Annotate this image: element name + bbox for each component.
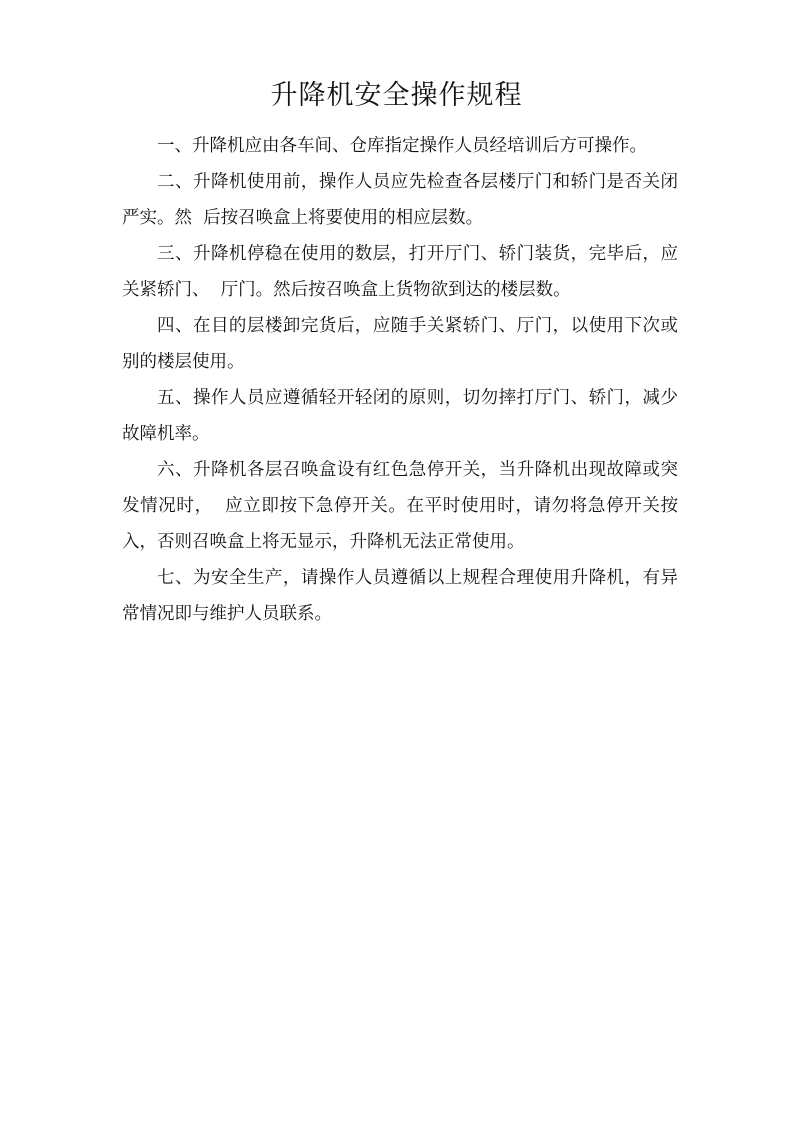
rule-paragraph-4: 四、在目的层楼卸完货后，应随手关紧轿门、厅门，以使用下次或别的楼层使用。 bbox=[122, 316, 678, 372]
rule-paragraph-2: 二、升降机使用前，操作人员应先检查各层楼厅门和轿门是否关闭严实。然 后按召唤盒上将要使用的相应层数。 bbox=[122, 172, 678, 228]
document-body bbox=[122, 128, 678, 632]
rule-paragraph-5: 五、操作人员应遵循轻开轻闭的原则，切勿摔打厅门、轿门，减少故障机率。 bbox=[122, 388, 678, 444]
document-title: 升降机安全操作规程 bbox=[270, 80, 523, 111]
rule-paragraph-7: 七、为安全生产，请操作人员遵循以上规程合理使用升降机，有异常情况即与维护人员联系。 bbox=[122, 568, 678, 624]
rule-paragraph-1: 一、升降机应由各车间、仓库指定操作人员经培训后方可操作。 bbox=[157, 136, 647, 156]
rule-paragraph-3: 三、升降机停稳在使用的数层，打开厅门、轿门装货，完毕后，应关紧轿门、 厅门。然后按召唤盒上货物欲到达的楼层数。 bbox=[122, 244, 678, 300]
rule-paragraph-6: 六、升降机各层召唤盒设有红色急停开关，当升降机出现故障或突发情况时， 应立即按下急停开关。在平时使用时，请勿将急停开关按入，否则召唤盒上将无显示，升降机无法正常使用。 bbox=[122, 460, 678, 552]
